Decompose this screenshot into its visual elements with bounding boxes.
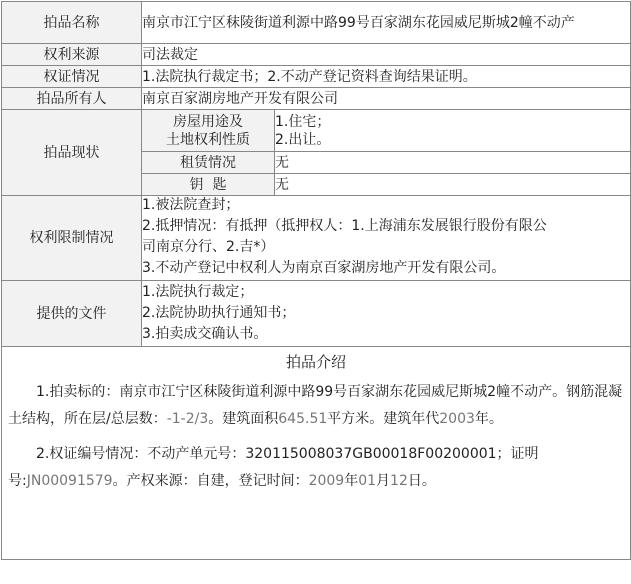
intro-p1-year: 2003 xyxy=(439,411,475,427)
rights-source-value: 司法裁定 xyxy=(142,44,631,66)
use-label-line1: 房屋用途及 xyxy=(173,113,243,130)
certificate-label: 权证情况 xyxy=(2,66,142,88)
item-name-value: 南京市江宁区秣陵街道利源中路99号百家湖东花园威尼斯城2幢不动产 xyxy=(142,2,631,44)
intro-p2-cert-no: JN00091579 xyxy=(26,473,113,489)
certificate-value: 1.法院执行裁定书；2.不动产登记资料查询结果证明。 xyxy=(142,66,631,88)
row-certificate xyxy=(2,66,631,88)
intro-p2-text: 年 xyxy=(344,473,359,489)
intro-p1-text: 1.拍卖标的：南京市江宁区秣陵街道利源中路99号百家湖东花园威尼斯城2幢不动产。钢筋混凝土结构，所在层/总层数： xyxy=(8,384,623,427)
lease-label: 租赁情况 xyxy=(142,152,275,174)
restriction-line: 3.不动产登记中权利人为南京百家湖房地产开发有限公司。 xyxy=(142,260,506,276)
intro-p2-text: 2.权证编号情况：不动产单元号：320115008037GB00018F00200001；证明号: xyxy=(8,446,539,489)
intro-paragraph-1 xyxy=(2,377,630,435)
use-value-line1: 1.住宅； xyxy=(275,113,331,130)
document-line: 3.拍卖成交确认书。 xyxy=(142,326,268,342)
owner-value: 南京百家湖房地产开发有限公司 xyxy=(142,88,631,110)
intro-p2-text: 日。 xyxy=(407,473,436,489)
lease-value: 无 xyxy=(275,152,631,174)
intro-p1-area: 645.51 xyxy=(278,411,328,427)
status-label: 拍品现状 xyxy=(2,110,142,196)
rights-source-label: 权利来源 xyxy=(2,44,142,66)
intro-p2-year: 2009 xyxy=(308,473,345,489)
intro-p1-text: 平方米。建筑年代 xyxy=(327,411,440,427)
intro-p1-text: 。建筑面积 xyxy=(208,411,279,427)
row-intro xyxy=(2,347,631,560)
row-item-name xyxy=(2,2,631,44)
restriction-line: 2.抵押情况：有抵押（抵押权人：1.上海浦东发展银行股份有限公 xyxy=(142,218,547,234)
intro-title: 拍品介绍 xyxy=(286,353,347,371)
item-name-label: 拍品名称 xyxy=(2,2,142,44)
row-rights-source xyxy=(2,44,631,66)
intro-p2-month: 01 xyxy=(358,473,377,489)
owner-label: 拍品所有人 xyxy=(2,88,142,110)
document-line: 1.法院执行裁定； xyxy=(142,284,254,300)
intro-p2-text: 。产权来源：自建，登记时间： xyxy=(112,473,309,489)
intro-p2-day: 12 xyxy=(390,473,408,489)
restrictions-label: 权利限制情况 xyxy=(2,196,142,281)
use-value-line2: 2.出让。 xyxy=(275,131,331,148)
use-value xyxy=(275,110,631,152)
document-line: 2.法院协助执行通知书； xyxy=(142,305,296,321)
auction-info-table xyxy=(1,1,631,560)
intro-paragraph-2 xyxy=(2,439,630,497)
row-status-use xyxy=(2,110,631,152)
row-owner xyxy=(2,88,631,110)
intro-p2-text: 月 xyxy=(376,473,391,489)
restriction-line: 司南京分行、2.吉*） xyxy=(142,239,275,255)
documents-value xyxy=(142,281,631,347)
intro-p1-floors: -1-2/3 xyxy=(166,411,209,427)
intro-p1-text: 年。 xyxy=(474,411,503,427)
intro-cell xyxy=(2,347,631,560)
key-value: 无 xyxy=(275,174,631,196)
use-label xyxy=(142,110,275,152)
row-documents xyxy=(2,281,631,347)
documents-label: 提供的文件 xyxy=(2,281,142,347)
row-restrictions xyxy=(2,196,631,281)
restriction-line: 1.被法院查封； xyxy=(142,197,240,213)
use-label-line2: 土地权利性质 xyxy=(166,131,250,148)
restrictions-value xyxy=(142,196,631,281)
key-label: 钥 匙 xyxy=(142,174,275,196)
